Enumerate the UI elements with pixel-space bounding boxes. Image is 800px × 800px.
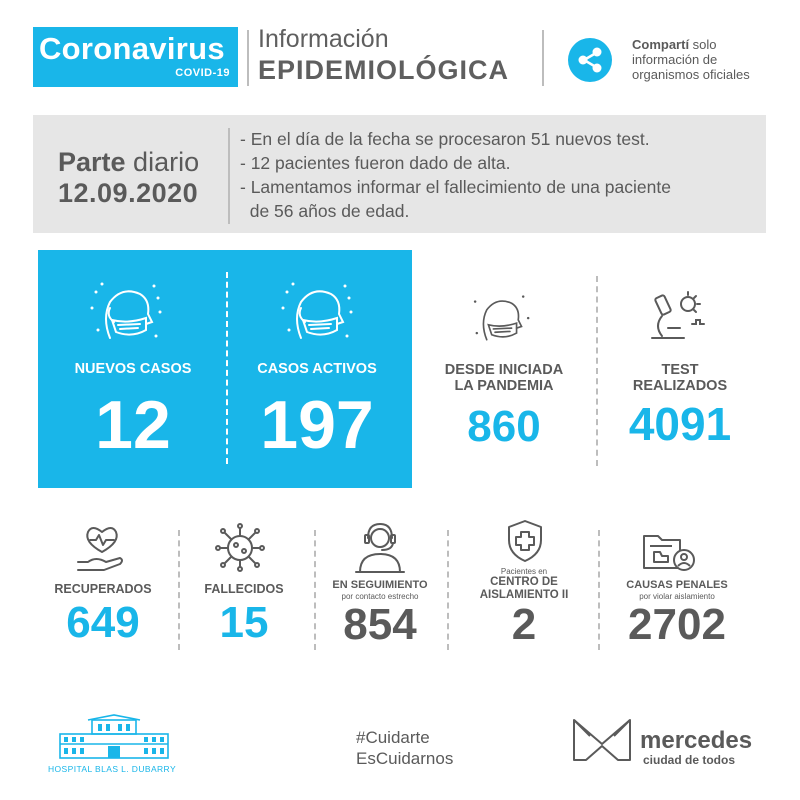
stat-value-monitoring: 854 — [343, 600, 417, 649]
stat-label-line: TEST — [661, 362, 699, 378]
share-note-line3: organismos oficiales — [632, 67, 750, 82]
headset-agent-icon — [352, 520, 408, 574]
hashtag-line1: #Cuidarte — [356, 728, 430, 747]
daily-report-date: 12.09.2020 — [58, 178, 199, 208]
stat-label-line: REALIZADOS — [632, 378, 728, 394]
face-mask-icon — [88, 278, 164, 348]
header-title-line1: Información — [258, 25, 389, 53]
share-note — [632, 37, 750, 82]
stat-value-tests: 4091 — [628, 398, 732, 450]
brand-banner — [33, 27, 238, 87]
stat-label-active-cases: CASOS ACTIVOS — [257, 361, 377, 377]
stats-divider — [598, 530, 600, 650]
brand-subtitle: COVID-19 — [175, 67, 230, 79]
stat-label-isolation — [454, 576, 594, 602]
hashtag — [356, 727, 453, 769]
stat-label-penal-cases: CAUSAS PENALES — [626, 579, 728, 591]
share-note-bold: Compartí — [632, 37, 690, 52]
daily-report-line: - 12 pacientes fueron dado de alta. — [240, 153, 511, 173]
hashtag-line2: EsCuidarnos — [356, 749, 454, 768]
daily-report-title-rest: diario — [125, 147, 200, 177]
share-note-rest: solo — [689, 37, 717, 52]
stats-divider — [178, 530, 180, 650]
city-logo-icon — [570, 714, 634, 764]
stat-label-line: CENTRO DE — [490, 576, 558, 588]
daily-report-title — [58, 147, 199, 178]
face-mask-icon — [468, 290, 532, 348]
stat-value-recovered: 649 — [66, 598, 140, 647]
stat-value-since-pandemic: 860 — [467, 402, 541, 451]
microscope-icon — [644, 288, 708, 346]
heart-hand-icon — [74, 522, 130, 572]
stat-label-since-pandemic — [424, 362, 584, 394]
stat-prelabel-isolation: Pacientes en — [500, 567, 548, 576]
city-name: mercedes — [640, 727, 753, 754]
stat-label-line: AISLAMIENTO II — [479, 589, 569, 601]
face-mask-icon — [279, 278, 355, 348]
stat-value-penal-cases: 2702 — [628, 600, 726, 649]
stats-divider — [314, 530, 316, 650]
header-divider-2 — [542, 30, 544, 86]
header-divider — [247, 30, 249, 86]
header-title-line2: EPIDEMIOLÓGICA — [258, 55, 510, 85]
daily-report-line: - Lamentamos informar el fallecimiento de una paciente — [240, 177, 671, 197]
stat-sublabel-penal-cases: por violar aislamiento — [639, 592, 715, 601]
share-note-line2: información de — [632, 52, 718, 67]
share-icon — [568, 38, 612, 82]
stat-sublabel-monitoring: por contacto estrecho — [341, 592, 419, 601]
stat-value-isolation: 2 — [511, 600, 537, 649]
stat-value-active-cases: 197 — [260, 387, 374, 463]
stat-label-deaths: FALLECIDOS — [204, 582, 284, 596]
daily-report-list — [240, 127, 671, 223]
stat-value-deaths: 15 — [219, 598, 269, 647]
daily-report-divider — [228, 128, 230, 224]
stats-divider — [596, 276, 598, 466]
city-tagline: ciudad de todos — [643, 753, 736, 767]
stat-label-new-cases: NUEVOS CASOS — [74, 361, 192, 377]
highlight-divider — [226, 272, 228, 464]
stat-value-new-cases: 12 — [95, 387, 171, 463]
virus-icon — [212, 522, 268, 572]
daily-report-title-bold: Parte — [58, 147, 126, 177]
stat-label-line: DESDE INICIADA — [444, 362, 564, 378]
daily-report-line: - En el día de la fecha se procesaron 51 nuevos test. — [240, 129, 650, 149]
medical-shield-icon — [505, 518, 545, 564]
stats-divider — [447, 530, 449, 650]
hospital-logo — [58, 714, 170, 762]
brand-title: Coronavirus — [39, 31, 225, 66]
share-button[interactable] — [568, 38, 612, 82]
legal-folder-icon — [640, 528, 696, 574]
stat-label-monitoring: EN SEGUIMIENTO — [332, 579, 428, 591]
hospital-name: HOSPITAL BLAS L. DUBARRY — [48, 764, 177, 774]
stat-label-line: LA PANDEMIA — [454, 378, 554, 394]
stat-label-recovered: RECUPERADOS — [54, 582, 152, 596]
stat-label-tests — [600, 362, 760, 394]
daily-report-line: de 56 años de edad. — [240, 201, 410, 221]
